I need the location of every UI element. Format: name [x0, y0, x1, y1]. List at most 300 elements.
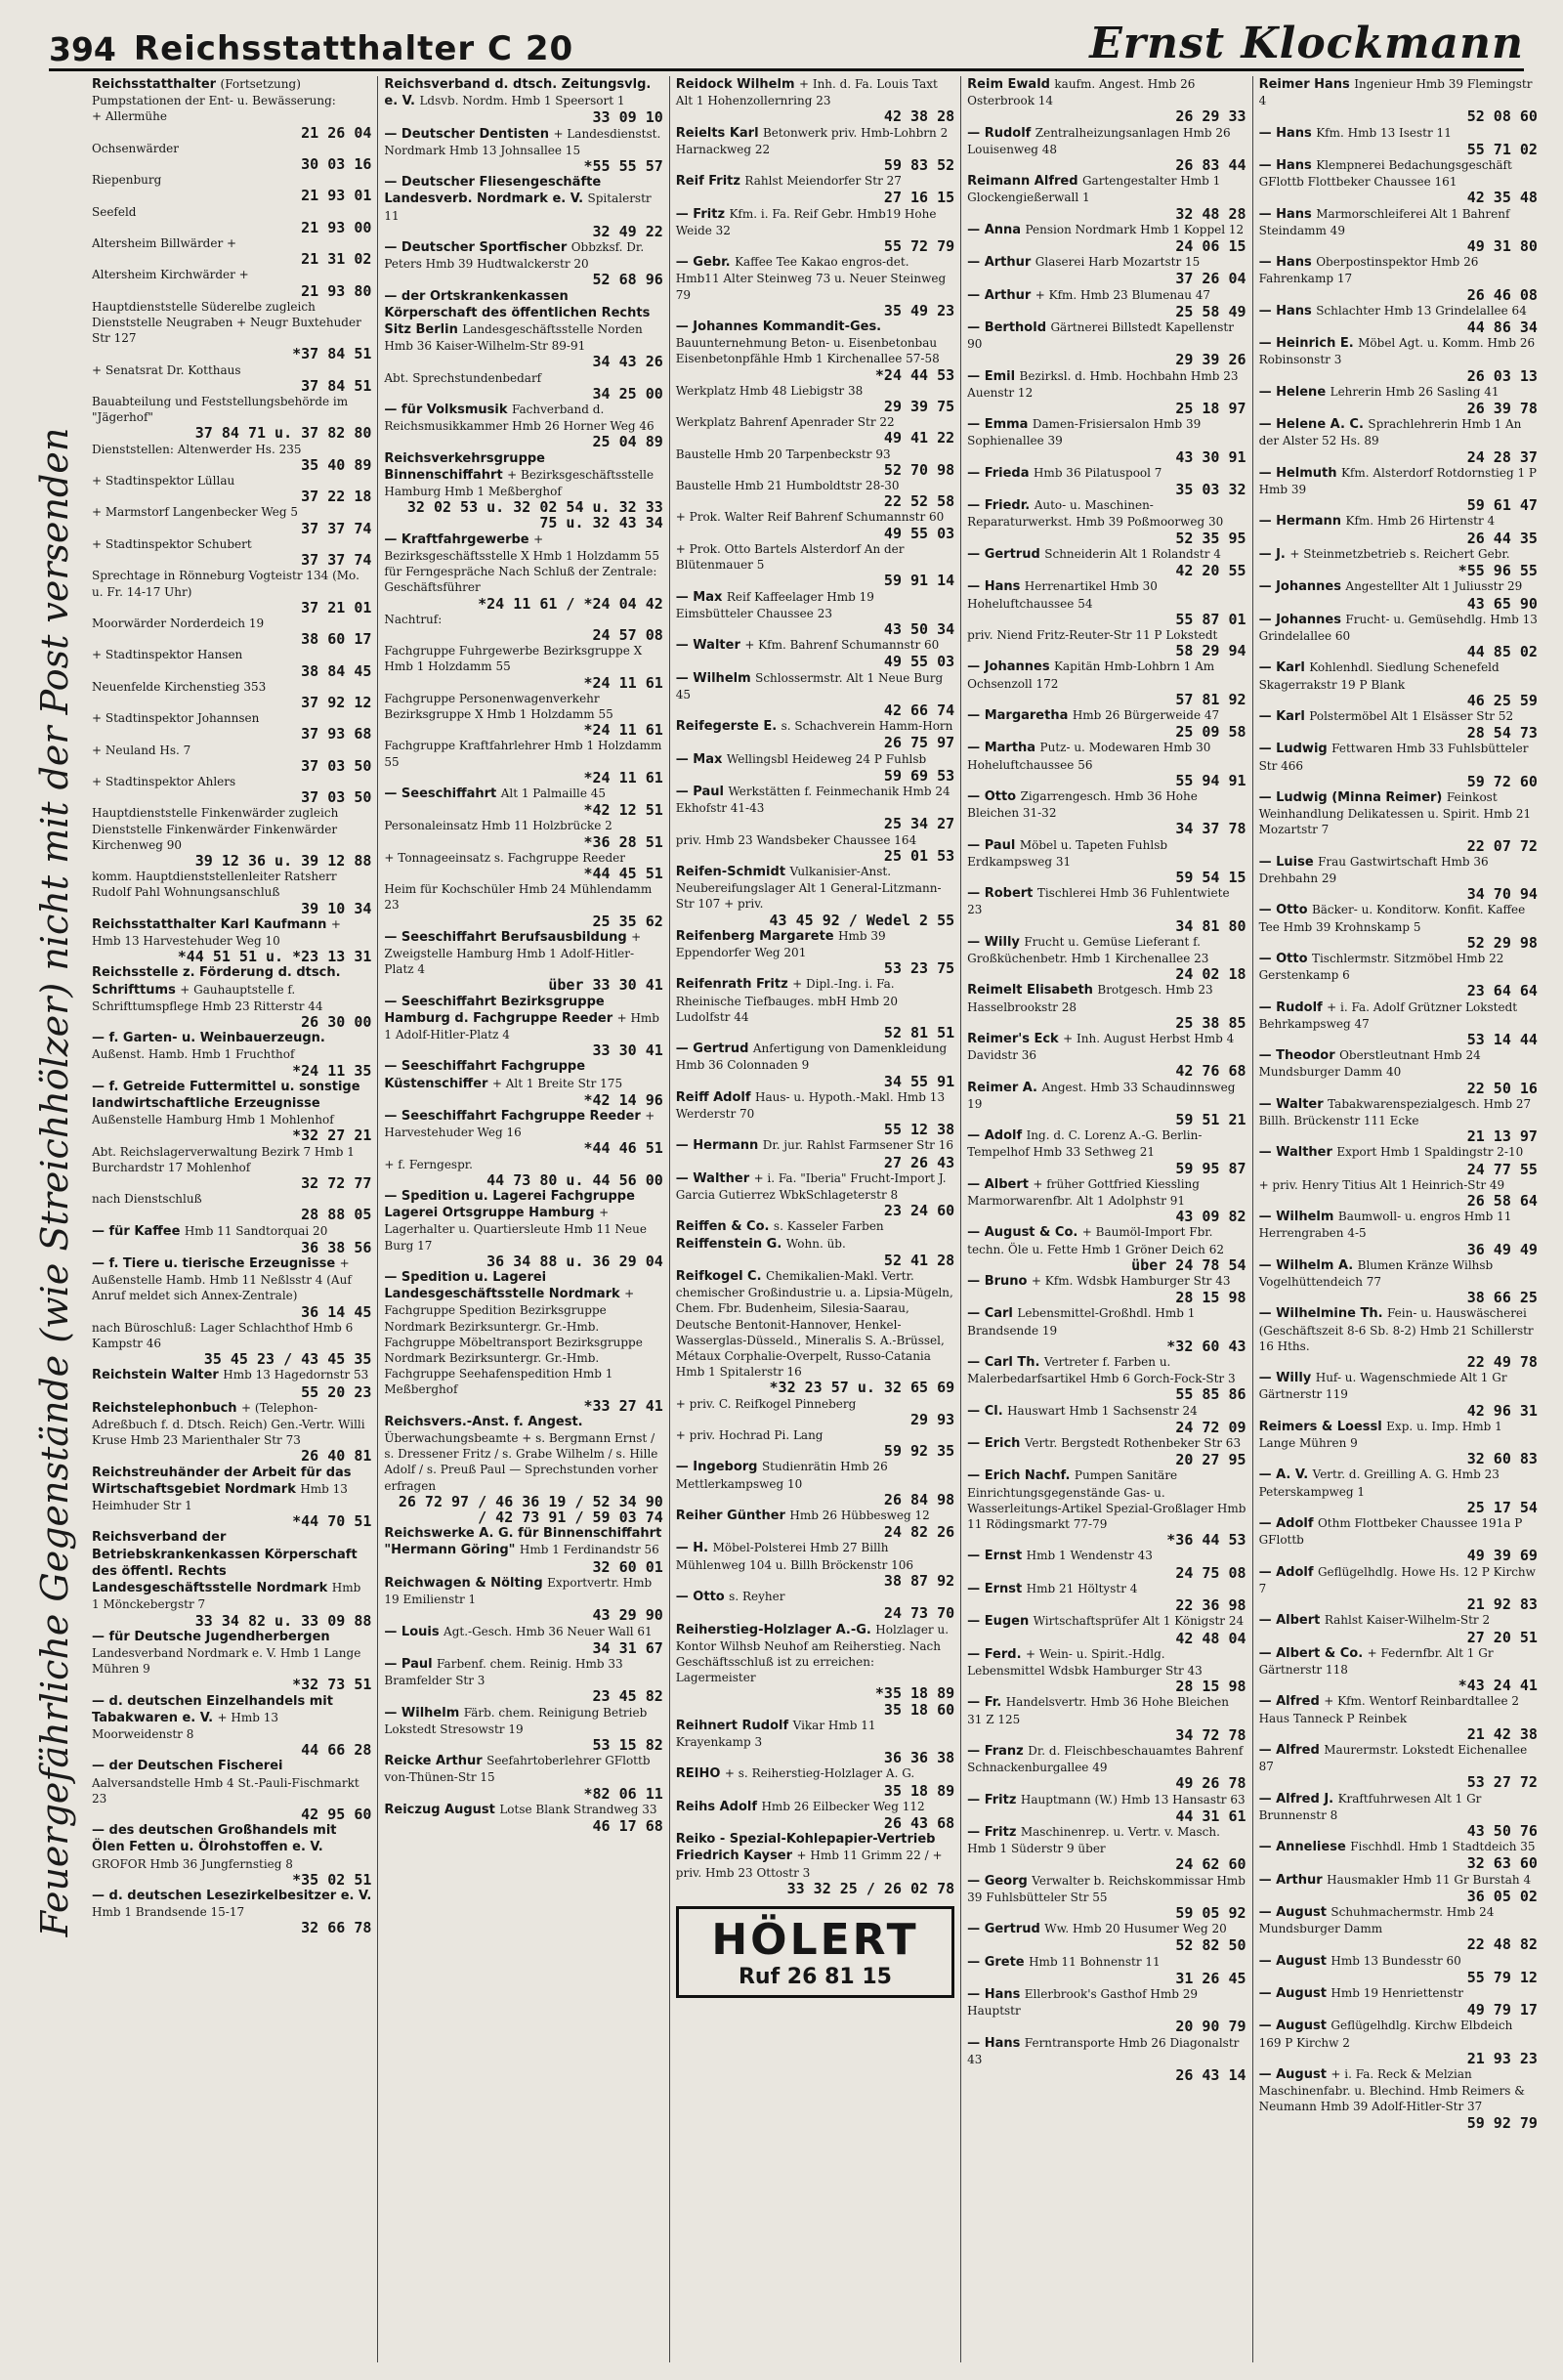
directory-entry	[92, 805, 371, 869]
entry-phone: 39 10 34	[301, 899, 372, 917]
entry-name: — Gertrud	[967, 546, 1040, 562]
entry-detail: Möbel Agt. u. Komm. Hmb 26 Robinsonstr 3	[1258, 336, 1536, 367]
entry-name: Reielts Karl	[675, 125, 759, 141]
entry-detail: Hmb 36 Pilatuspool 7	[1033, 465, 1162, 480]
directory-entry	[1259, 1177, 1538, 1209]
directory-entry	[92, 1320, 371, 1368]
entry-name: — Frieda	[967, 465, 1030, 481]
entry-phone: *24 11 61	[583, 721, 663, 740]
entry-detail: Hauptdienststelle Süderelbe zugleich Dienststelle Neugraben + Neugr Buxtehuder Str 127	[92, 299, 361, 346]
entry-phone: 43 45 92 / Wedel 2 55	[769, 911, 955, 929]
entry-detail: Hmb 13 Bundesstr 60	[1331, 1953, 1461, 1968]
entry-phone: 44 66 28	[301, 1741, 372, 1760]
entry-detail: Kfm. i. Fa. Reif Gebr. Hmb19 Hohe Weide 32	[675, 206, 937, 237]
entry-name: — Spedition u. Lagerei Landesgeschäftsstelle Nordmark	[384, 1270, 620, 1302]
entry-phone: 33 34 82 u. 33 09 88	[194, 1611, 372, 1630]
directory-entry	[92, 568, 371, 616]
directory-entry	[1259, 1515, 1538, 1564]
entry-name: — Willy	[1258, 1371, 1312, 1386]
entry-name: Reimelt Elisabeth	[967, 983, 1093, 999]
entry-name: — Martha	[967, 741, 1036, 756]
directory-entry	[676, 1236, 954, 1268]
entry-phone: 52 68 96	[592, 271, 663, 289]
entry-detail: Holzlager u. Kontor Wilhsb Neuhof am Reiherstieg. Nach Geschäftsschluß ist zu erreichen: Lagermeister	[675, 1622, 950, 1685]
entry-phone: 21 93 80	[301, 281, 372, 300]
entry-name: — Helene	[1258, 384, 1327, 400]
entry-phone: 38 66 25	[1466, 1289, 1538, 1307]
entry-phone: 21 93 23	[1466, 2049, 1538, 2067]
directory-entry	[676, 254, 954, 319]
directory-entry	[967, 934, 1246, 983]
entry-name: Reimer's Eck	[967, 1031, 1059, 1046]
directory-entry	[676, 637, 954, 669]
entry-name: — Ferd.	[967, 1646, 1022, 1662]
entry-detail: Rahlst Kaiser-Wilhelm-Str 2	[1324, 1613, 1491, 1628]
entry-phone: 55 72 79	[883, 237, 955, 256]
entry-detail: Polstermöbel Alt 1 Elsässer Str 52	[1309, 708, 1514, 723]
directory-entry	[1259, 416, 1538, 465]
entry-phone: 32 66 78	[301, 1919, 372, 1937]
directory-entry	[384, 1188, 662, 1269]
entry-phone: *42 12 51	[583, 801, 663, 820]
entry-detail: Marmorschleiferei Alt 1 Bahrenf Steindamm 49	[1258, 206, 1510, 237]
entry-detail: Lotse Blank Strandweg 33	[499, 1802, 657, 1816]
directory-entry	[967, 254, 1246, 286]
entry-name: — für Kaffee	[92, 1223, 181, 1239]
entry-phone: 33 32 25 / 26 02 78	[786, 1879, 955, 1897]
directory-entry	[92, 1191, 371, 1222]
entry-detail: Hauptdienststelle Finkenwärder zugleich Dienststelle Finkenwärder Finkenwärder Kirchenweg 90	[92, 806, 339, 852]
entry-phone: über 24 78 54	[1131, 1255, 1246, 1274]
entry-phone: *42 14 96	[583, 1090, 663, 1109]
entry-name: — Rudolf	[1258, 999, 1323, 1015]
entry-name: — Gebr.	[675, 255, 731, 271]
entry-name: — Bruno	[967, 1274, 1028, 1290]
directory-entry	[676, 1427, 954, 1459]
entry-phone: *44 45 51	[583, 864, 663, 882]
entry-detail: Baumwoll- u. engros Hmb 11 Herrengraben 4-5	[1258, 1210, 1512, 1241]
entry-name: — Johannes Kommandit-Ges.	[675, 319, 882, 335]
entry-phone: 37 03 50	[301, 756, 372, 775]
entry-phone: 21 31 02	[301, 250, 372, 269]
entry-name: — Karl	[1258, 708, 1305, 724]
directory-entry	[384, 1108, 662, 1157]
entry-phone: 27 20 51	[1466, 1628, 1538, 1646]
entry-detail: Ingenieur Hmb 39 Flemingstr 4	[1258, 77, 1533, 108]
entry-name: — Anna	[967, 222, 1022, 237]
entry-phone: 52 08 60	[1466, 107, 1538, 126]
entry-phone: 37 03 50	[301, 788, 372, 807]
directory-entry	[676, 541, 954, 589]
entry-detail: Ww. Hmb 20 Husumer Weg 20	[1044, 1922, 1227, 1936]
entry-detail: Zentralheizungsanlagen Hmb 26 Louisenweg 48	[967, 125, 1231, 156]
entry-phone: 34 31 67	[592, 1638, 663, 1657]
entry-phone: 36 49 49	[1466, 1240, 1538, 1258]
entry-name: — Otto	[675, 1590, 725, 1605]
directory-entry	[967, 368, 1246, 417]
directory-entry	[384, 612, 662, 643]
entry-name: — Carl Th.	[967, 1355, 1040, 1371]
entry-phone: 37 22 18	[301, 488, 372, 506]
directory-entry	[384, 691, 662, 739]
entry-phone: 44 31 61	[1175, 1806, 1246, 1825]
ad-phone: Ruf 26 81 15	[738, 1964, 892, 1989]
directory-entry	[676, 1622, 954, 1702]
entry-name: Reicke Arthur	[384, 1754, 483, 1769]
entry-name: Reichsstelle z. Förderung d. dtsch. Schrifttums	[92, 965, 341, 998]
entry-name: Reiff Adolf	[675, 1089, 751, 1105]
directory-entry	[1259, 789, 1538, 854]
entry-phone: 42 20 55	[1175, 562, 1246, 580]
entry-detail: Hmb 1 Brandsende 15-17	[92, 1905, 245, 1920]
entry-name: — Fr.	[967, 1695, 1002, 1711]
entry-name: — Berthold	[967, 320, 1046, 336]
entry-detail: Klempnerei Bedachungsgeschäft GFlottb Flottbeker Chaussee 161	[1258, 158, 1512, 190]
entry-detail: + Fachgruppe Spedition Bezirksgruppe Nordmark Bezirksuntergr. Gr.-Hmb. Fachgruppe Möbeltransport Bezirksgruppe Nordmark Bezirksuntergr. Gr.-Hmb. Fachgruppe Seehafenspedition Hmb 1 Meßberghof	[384, 1287, 643, 1397]
directory-entry	[384, 174, 662, 239]
entry-phone: *32 73 51	[292, 1676, 372, 1694]
directory-entry	[676, 670, 954, 719]
entry-detail: nach Büroschluß: Lager Schlachthof Hmb 6 Kampstr 46	[92, 1320, 354, 1351]
entry-phone: 34 43 26	[592, 353, 663, 371]
entry-phone: 25 34 27	[883, 815, 955, 833]
directory-entry	[676, 206, 954, 255]
entry-phone: 44 86 34	[1466, 319, 1538, 337]
entry-phone: 28 88 05	[301, 1206, 372, 1224]
entry-phone: 21 93 00	[301, 218, 372, 236]
entry-detail: Hmb 13 Heimhuder Str 1	[92, 1481, 348, 1513]
entry-phone: 24 82 26	[883, 1523, 955, 1542]
entry-detail: Vertr. d. Greilling A. G. Hmb 23 Peterskampweg 1	[1258, 1467, 1500, 1499]
directory-entry	[676, 1137, 954, 1169]
entry-detail: Alt 1 Palmaille 45	[500, 786, 607, 800]
entry-detail: Möbel u. Tapeten Fuhlsb Erdkampsweg 31	[967, 837, 1168, 869]
entry-detail: Sprechtage in Rönneburg Vogteistr 134 (Mo. u. Fr. 14-17 Uhr)	[92, 569, 359, 599]
directory-entry	[384, 126, 662, 175]
directory-entry	[967, 707, 1246, 740]
entry-name: Reifenberg Margarete	[675, 928, 834, 944]
entry-phone: 26 46 08	[1466, 285, 1538, 304]
entry-detail: + Stadtinspektor Hansen	[92, 648, 243, 662]
entry-phone: 30 03 16	[301, 155, 372, 174]
entry-detail: Lebensmittel-Großhdl. Hmb 1 Brandsende 19	[967, 1306, 1196, 1338]
entry-phone: *24 11 35	[292, 1061, 372, 1080]
entry-phone: 43 29 90	[592, 1606, 663, 1625]
entry-name: — Spedition u. Lagerei Fachgruppe Lagerei Ortsgruppe Hamburg	[384, 1189, 635, 1221]
entry-phone: 21 93 01	[301, 187, 372, 205]
entry-name: — Max	[675, 751, 723, 767]
directory-entry	[1259, 1791, 1538, 1840]
entry-phone: 42 35 48	[1466, 189, 1538, 207]
directory-entry	[676, 1459, 954, 1508]
entry-detail: Maschinenrep. u. Vertr. v. Masch. Hmb 1 Süderstr 9 über	[967, 1824, 1220, 1856]
entry-name: — August	[1258, 1904, 1327, 1920]
directory-entry	[967, 173, 1246, 222]
entry-name: Reiherstieg-Holzlager A.-G.	[675, 1622, 871, 1637]
directory-entry	[1259, 1257, 1538, 1306]
entry-phone: 49 26 78	[1175, 1774, 1246, 1793]
directory-entry	[676, 1396, 954, 1427]
entry-phone: 32 72 77	[301, 1174, 372, 1193]
directory-entry	[1259, 1419, 1538, 1467]
entry-phone: 22 49 78	[1466, 1353, 1538, 1372]
entry-name: — Rudolf	[967, 125, 1032, 141]
directory-entry	[1259, 951, 1538, 999]
entry-detail: komm. Hauptdienststellenleiter Ratsherr Rudolf Pahl Wohnungsanschluß	[92, 870, 337, 900]
entry-name: — Ludwig (Minna Reimer)	[1258, 789, 1443, 805]
entry-phone: 55 94 91	[1175, 771, 1246, 789]
directory-entry	[967, 1127, 1246, 1176]
entry-name: Reichsverkehrsgruppe Binnenschiffahrt	[384, 450, 545, 483]
entry-detail: + Neuland Hs. 7	[92, 743, 191, 757]
directory-entry	[967, 287, 1246, 319]
entry-phone: *24 44 53	[874, 365, 955, 384]
directory-entry	[967, 1031, 1246, 1080]
directory-column	[86, 76, 377, 2362]
entry-name: — Walter	[1258, 1096, 1324, 1112]
entry-name: — Louis	[384, 1624, 440, 1639]
directory-entry	[92, 172, 371, 203]
entry-detail: + Dipl.-Ing. i. Fa. Rheinische Tiefbauges. mbH Hmb 20 Ludolfstr 44	[675, 977, 899, 1024]
entry-detail: Tabakwarenspezialgesch. Hmb 27 Billh. Brückenstr 111 Ecke	[1258, 1096, 1532, 1127]
directory-entry	[967, 1824, 1246, 1873]
entry-detail: Bäcker- u. Konditorw. Konfit. Kaffee Tee Hmb 39 Krohnskamp 5	[1258, 903, 1526, 934]
entry-detail: + Kfm. Wdsbk Hamburger Str 43	[1031, 1274, 1231, 1289]
directory-entry	[1259, 2066, 1538, 2131]
entry-detail: Altersheim Kirchwärder +	[92, 268, 249, 282]
entry-phone: 59 69 53	[883, 766, 955, 785]
entry-detail: priv. Niend Fritz-Reuter-Str 11 P Lokstedt	[967, 627, 1218, 642]
entry-phone: 23 24 60	[883, 1202, 955, 1220]
entry-name: REIHO	[675, 1766, 721, 1782]
entry-name: — Hermann	[675, 1138, 759, 1154]
directory-entry	[384, 881, 662, 929]
directory-entry	[1259, 2018, 1538, 2066]
entry-phone: 32 60 83	[1466, 1450, 1538, 1468]
directory-entry	[92, 1144, 371, 1192]
entry-phone: 26 30 00	[301, 1012, 372, 1031]
entry-detail: + priv. C. Reifkogel Pinneberg	[675, 1396, 857, 1411]
directory-entry	[384, 1269, 662, 1414]
entry-phone: *24 11 61	[583, 768, 663, 786]
entry-detail: Geflügelhdlg. Howe Hs. 12 P Kirchw 7	[1258, 1564, 1536, 1595]
entry-detail: + Alt 1 Breite Str 175	[491, 1076, 623, 1090]
directory-entry	[676, 383, 954, 414]
entry-detail: Wohn. üb.	[785, 1236, 846, 1251]
entry-detail: + Bezirksgeschäftsstelle X Hmb 1 Holzdamm 55 für Ferngespräche Nach Schluß der Zentrale: Geschäftsführer	[384, 531, 659, 595]
entry-name: — H.	[675, 1541, 709, 1556]
entry-phone: 37 84 71 u. 37 82 80	[194, 424, 372, 443]
entry-detail: Ferntransporte Hmb 26 Diagonalstr 43	[967, 2035, 1240, 2066]
entry-detail: Bezirksl. d. Hmb. Hochbahn Hmb 23 Auenstr 12	[967, 368, 1239, 400]
entry-phone: 35 45 23 / 43 45 35	[203, 1350, 372, 1369]
entry-detail: kaufm. Angest. Hmb 26 Osterbrook 14	[967, 77, 1196, 108]
directory-entry	[676, 1799, 954, 1831]
directory-entry	[967, 1176, 1246, 1225]
entry-phone: 38 87 92	[883, 1571, 955, 1590]
entry-name: — Johannes	[967, 659, 1050, 675]
entry-detail: Huf- u. Wagenschmiede Alt 1 Gr Gärtnerstr 119	[1258, 1371, 1507, 1402]
entry-detail: + Stadtinspektor Johannsen	[92, 711, 260, 726]
entry-phone: 26 84 98	[883, 1490, 955, 1509]
entry-name: — Deutscher Dentisten	[384, 126, 550, 142]
entry-detail: + Wein- u. Spirit.-Hdlg. Lebensmittel Wdsbk Hamburger Str 43	[967, 1646, 1203, 1678]
directory-entry	[967, 982, 1246, 1031]
directory-entry	[1259, 1742, 1538, 1791]
directory-entry	[384, 994, 662, 1059]
entry-detail: Hmb 39 Eppendorfer Weg 201	[675, 928, 886, 959]
directory-entry	[676, 1508, 954, 1540]
directory-entry	[384, 1414, 662, 1525]
entry-detail: Kaffee Tee Kakao engros-det. Hmb11 Alter Steinweg 73 u. Neuer Steinweg 79	[675, 255, 947, 302]
directory-column	[377, 76, 668, 2362]
directory-entry	[384, 1058, 662, 1108]
entry-name: — Helene A. C.	[1258, 417, 1364, 433]
directory-entry	[967, 2035, 1246, 2084]
entry-phone: 43 09 82	[1175, 1208, 1246, 1226]
entry-phone: 49 79 17	[1466, 2001, 1538, 2019]
entry-detail: Hmb 26 Hübbesweg 12	[789, 1509, 930, 1523]
directory-entry	[92, 1629, 371, 1693]
entry-name: — Hans	[1258, 158, 1312, 174]
entry-name: — Erich	[967, 1436, 1021, 1452]
entry-name: — f. Garten- u. Weinbauerzeugn.	[92, 1031, 325, 1046]
entry-detail: + Baumöl-Import Fbr. techn. Öle u. Fette Hmb 1 Gröner Deich 62	[967, 1225, 1224, 1256]
entry-phone: 59 91 14	[883, 572, 955, 590]
directory-entry	[92, 1255, 371, 1320]
entry-detail: Gartengestalter Hmb 1 Glockengießerwall 1	[967, 174, 1221, 205]
entry-phone: 43 65 90	[1466, 594, 1538, 613]
entry-phone: 59 83 52	[883, 156, 955, 175]
entry-detail: Baustelle Hmb 20 Tarpenbeckstr 93	[675, 446, 891, 461]
entry-name: — Paul	[384, 1656, 433, 1672]
entry-phone: 46 17 68	[592, 1816, 663, 1835]
entry-name: Reichsvers.-Anst. f. Angest.	[384, 1414, 583, 1429]
entry-phone: 26 44 35	[1466, 529, 1538, 547]
entry-name: — Ernst	[967, 1549, 1023, 1564]
entry-phone: 59 05 92	[1175, 1903, 1246, 1922]
entry-phone: 34 70 94	[1466, 885, 1538, 904]
directory-entry	[92, 1223, 371, 1255]
entry-phone: *33 27 41	[583, 1396, 663, 1415]
directory-entry	[1259, 708, 1538, 741]
entry-detail: Werkstätten f. Feinmechanik Hmb 24 Ekhofstr 41-43	[675, 784, 950, 816]
entry-phone: 38 84 45	[301, 661, 372, 680]
entry-detail: Exportvertr. Hmb 19 Emilienstr 1	[384, 1575, 653, 1607]
directory-entry	[92, 204, 371, 235]
entry-phone: *35 18 89	[874, 1684, 955, 1703]
entry-name: — Anneliese	[1258, 1840, 1346, 1855]
directory-entry	[92, 473, 371, 504]
entry-detail: Frau Gastwirtschaft Hmb 36 Drehbahn 29	[1258, 854, 1489, 885]
entry-name: — Seeschiffahrt Fachgruppe Reeder	[384, 1109, 641, 1124]
entry-name: — August	[1258, 2019, 1327, 2034]
entry-phone: 29 93	[910, 1410, 955, 1428]
entry-detail: Brotgesch. Hmb 23 Hasselbrookstr 28	[967, 983, 1213, 1014]
entry-detail: + Stadtinspektor Schubert	[92, 536, 252, 551]
entry-detail: Aalversandstelle Hmb 4 St.-Pauli-Fischmarkt 23	[92, 1775, 359, 1806]
directory-entry	[676, 1170, 954, 1219]
entry-phone: 35 18 89	[883, 1781, 955, 1800]
entry-name: Reifkogel C.	[675, 1269, 762, 1285]
directory-entry	[1259, 125, 1538, 157]
entry-name: Reif Fritz	[675, 174, 740, 190]
entry-phone: 27 16 15	[883, 189, 955, 207]
directory-entry	[92, 916, 371, 965]
entry-detail: Studienrätin Hmb 26 Mettlerkampsweg 10	[675, 1460, 888, 1491]
directory-entry	[967, 1694, 1246, 1743]
entry-phone: 25 17 54	[1466, 1498, 1538, 1516]
directory-entry	[1259, 578, 1538, 611]
entry-name: — Emma	[967, 417, 1029, 433]
entry-detail: Ldsvb. Nordm. Hmb 1 Speersort 1	[419, 94, 625, 108]
entry-detail: Schuhmachermstr. Hmb 24 Mundsburger Damm	[1258, 1904, 1495, 1936]
entry-name: — August	[1258, 2066, 1327, 2082]
directory-entry	[967, 416, 1246, 465]
entry-detail: Vertreter f. Farben u. Malerbedarfsartikel Hmb 6 Gorch-Fock-Str 3	[967, 1355, 1236, 1386]
entry-phone: 49 41 22	[883, 429, 955, 447]
directory-entry	[92, 647, 371, 678]
entry-phone: *24 11 61 / *24 04 42	[478, 594, 663, 613]
entry-detail: + Marmstorf Langenbecker Weg 5	[92, 505, 299, 520]
entry-detail: Hmb 21 Höltystr 4	[1026, 1581, 1138, 1595]
entry-detail: Lehrerin Hmb 26 Sasling 41	[1330, 384, 1500, 399]
entry-detail: Zigarrengesch. Hmb 36 Hohe Bleichen 31-32	[967, 788, 1198, 821]
directory-entry	[92, 235, 371, 267]
directory-entry	[967, 1873, 1246, 1922]
directory-entry	[1259, 1564, 1538, 1613]
entry-name: Reiko - Spezial-Kohlepapier-Vertrieb Friedrich Kayser	[675, 1832, 936, 1864]
directory-entry	[92, 679, 371, 710]
entry-detail: s. Kasseler Farben	[773, 1219, 884, 1234]
entry-phone: 26 40 81	[301, 1447, 372, 1466]
directory-entry	[1259, 1370, 1538, 1419]
entry-detail: + f. Ferngespr.	[384, 1157, 473, 1171]
entry-phone: 32 49 22	[592, 222, 663, 240]
entry-phone: 42 96 31	[1466, 1401, 1538, 1420]
entry-phone: *82 06 11	[583, 1784, 663, 1803]
entry-detail: Glaserei Harb Mozartstr 15	[1035, 255, 1201, 270]
entry-name: — Fritz	[967, 1792, 1017, 1807]
entry-name: Reimann Alfred	[967, 174, 1078, 190]
entry-detail: Hauswart Hmb 1 Sachsenstr 24	[1007, 1403, 1198, 1418]
entry-phone: 26 43 14	[1175, 2065, 1246, 2084]
entry-detail: + i. Fa. Reck & Melzian Maschinenfabr. u. Blechind. Hmb Reimers & Neumann Hmb 39 Adolf-Hitler-Str 37	[1258, 2066, 1525, 2114]
entry-detail: Wirtschaftsprüfer Alt 1 Königstr 24	[1033, 1614, 1245, 1629]
directory-entry	[676, 319, 954, 383]
entry-phone: 24 57 08	[592, 625, 663, 644]
directory-entry	[1259, 1209, 1538, 1257]
directory-entry	[676, 1589, 954, 1621]
entry-detail: Abt. Sprechstundenbedarf	[384, 370, 542, 385]
directory-entry	[967, 1548, 1246, 1580]
entry-name: — Gertrud	[967, 1922, 1040, 1937]
entry-detail: Fein- u. Hauswäscherei (Geschäftszeit 8-6 Sb. 8-2) Hmb 21 Schillerstr 16 Hths.	[1258, 1306, 1534, 1353]
entry-detail: Seefahrtoberlehrer GFlottb von-Thünen-Str 15	[384, 1754, 651, 1785]
entry-name: — Hans	[967, 579, 1021, 595]
directory-entry	[967, 1986, 1246, 2035]
directory-entry	[92, 504, 371, 535]
directory-entry	[384, 1157, 662, 1188]
directory-entry	[1259, 1985, 1538, 2018]
entry-name: — Seeschiffahrt	[384, 786, 497, 801]
entry-detail: Frucht u. Gemüse Lieferant f. Großküchenbetr. Hmb 1 Kirchenallee 23	[967, 934, 1209, 965]
directory-entry	[676, 446, 954, 478]
entry-name: — Otto	[1258, 951, 1308, 966]
directory-entry	[92, 1758, 371, 1822]
entry-name: Reiffenstein G.	[675, 1236, 782, 1252]
entry-phone: 59 61 47	[1466, 496, 1538, 515]
